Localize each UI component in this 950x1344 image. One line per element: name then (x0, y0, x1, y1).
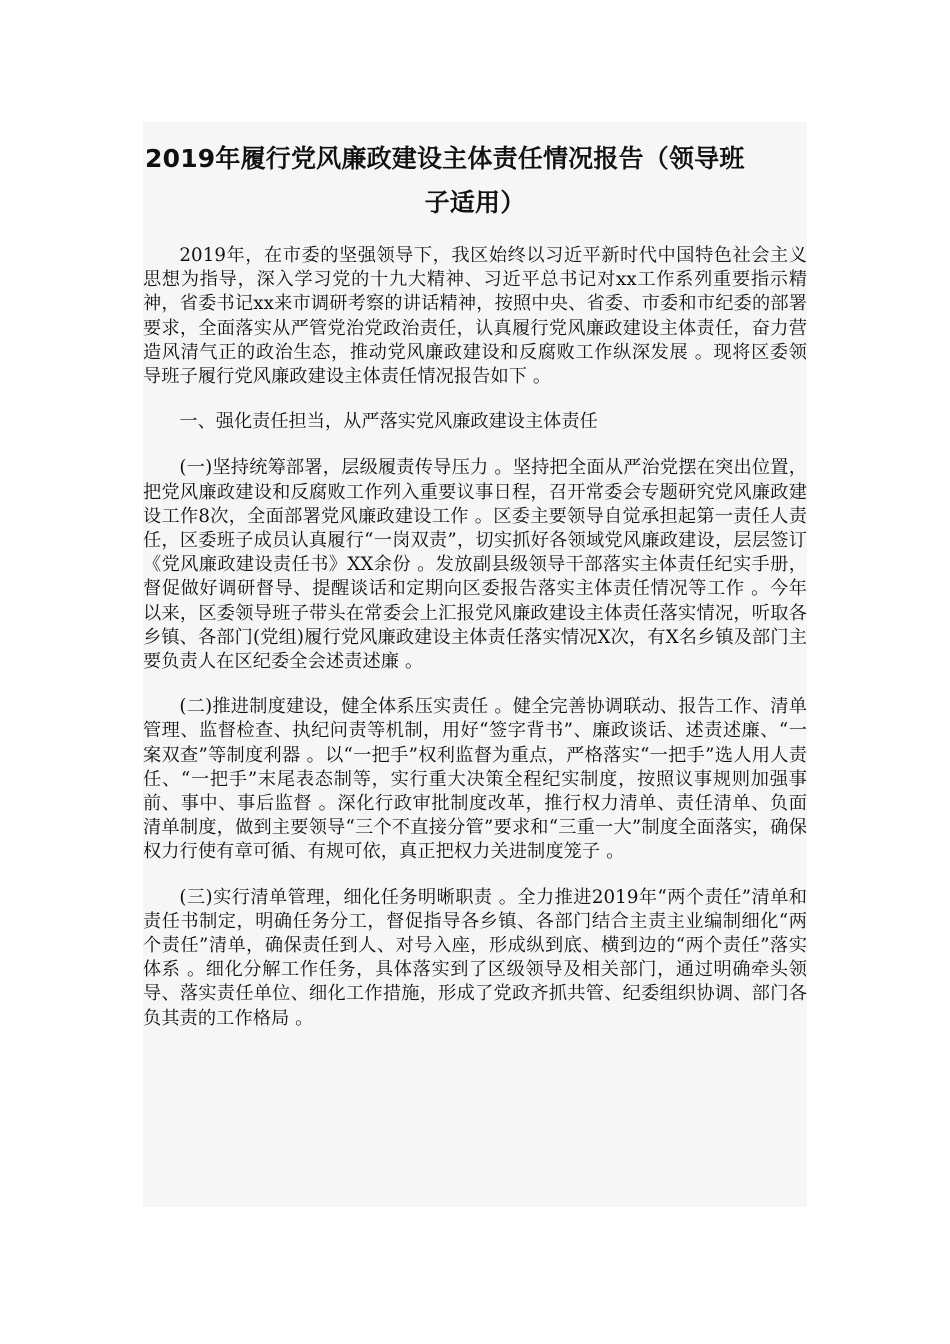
title-line-1: 2019年履行党风廉政建设主体责任情况报告（领导班 (145, 144, 745, 173)
document-title (143, 122, 807, 222)
paragraph-item-3: (三)实行清单管理，细化任务明晰职责 。全力推进2019年“两个责任”清单和责任书制定，明确任务分工，督促指导各乡镇、各部门结合主责主业编制细化“两个责任”清单，确保责任到人、对号入座，形成纵到底、横到边的“两个责任”落实体系 。细化分解工作任务，具体落实到了区级领导及相关部门，通过明确牵头领导、落实责任单位、细化工作措施，形成了党政齐抓共管、纪委组织协调、部门各负其责的工作格局 。 (143, 886, 807, 1029)
paragraph-item-1: (一)坚持统筹部署，层级履责传导压力 。坚持把全面从严治党摆在突出位置，把党风廉政建设和反腐败工作列入重要议事日程，召开常委会专题研究党风廉政建设工作8次，全面部署党风廉政建设工作 。区委主要领导自觉承担起第一责任人责任，区委班子成员认真履行“一岗双责”，切实抓好各领域党风廉政建设，层层签订《党风廉政建设责任书》XX余份 。发放副县级领导干部落实主体责任纪实手册，督促做好调研督导、提醒谈话和定期向区委报告落实主体责任情况等工作 。今年以来，区委领导班子带头在常委会上汇报党风廉政建设主体责任落实情况，听取各乡镇、各部门(党组)履行党风廉政建设主体责任落实情况X次，有X名乡镇及部门主要负责人在区纪委全会述责述廉 。 (143, 457, 807, 673)
paragraph-item-2: (二)推进制度建设，健全体系压实责任 。健全完善协调联动、报告工作、清单管理、监督检查、执纪问责等机制，用好“签字背书”、廉政谈话、述责述廉、“一案双查”等制度利器 。以“一把手”权利监督为重点，严格落实“一把手”选人用人责任、“一把手”末尾表态制等，实行重大决策全程纪实制度，按照议事规则加强事前、事中、事后监督 。深化行政审批制度改革，推行权力清单、责任清单、负面清单制度，做到主要领导“三个不直接分管”要求和“三重一大”制度全面落实，确保权力行使有章可循、有规可依，真正把权力关进制度笼子 。 (143, 696, 807, 863)
document-page (143, 122, 807, 1207)
document-body (143, 244, 807, 1031)
title-line-2: 子适用） (424, 188, 526, 217)
intro-paragraph: 2019年，在市委的坚强领导下，我区始终以习近平新时代中国特色社会主义思想为指导，深入学习党的十九大精神、习近平总书记对xx工作系列重要指示精神，省委书记xx来市调研考察的讲话精神，按照中央、省委、市委和市纪委的部署要求，全面落实从严管党治党政治责任，认真履行党风廉政建设主体责任，奋力营造风清气正的政治生态，推动党风廉政建设和反腐败工作纵深发展 。现将区委领导班子履行党风廉政建设主体责任情况报告如下 。 (143, 245, 807, 388)
section-heading-1: 一、强化责任担当，从严落实党风廉政建设主体责任 (179, 411, 598, 433)
